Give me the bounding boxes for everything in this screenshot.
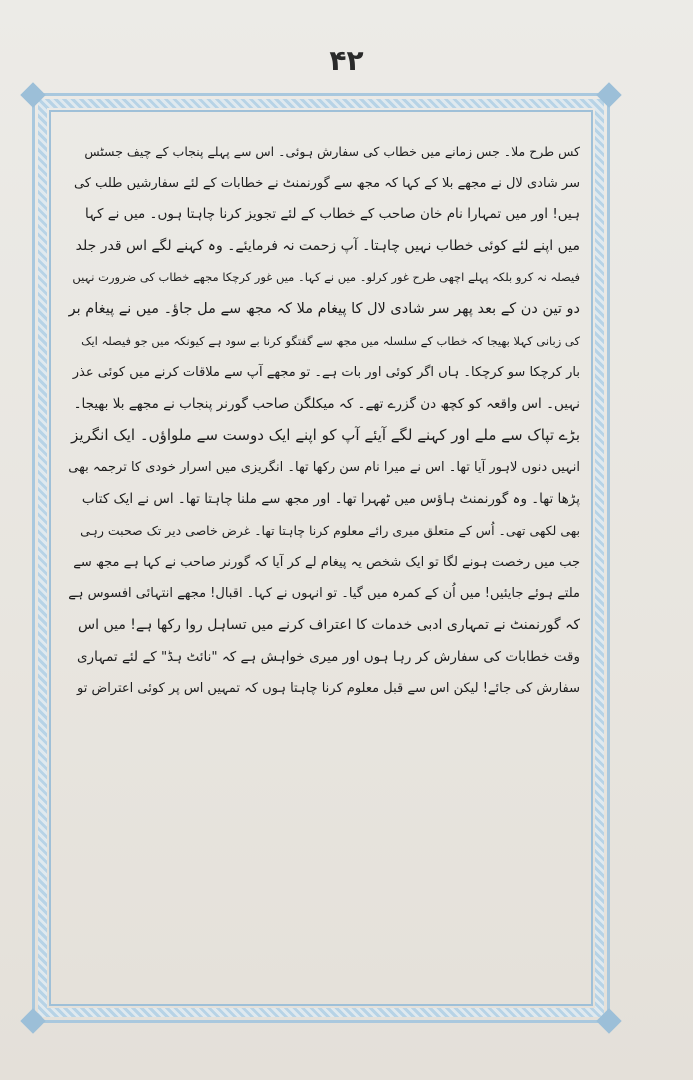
- text-line: میں اپنے لئے کوئی خطاب نہیں چاہتا۔ آپ زحمت نہ فرمایئے۔ وہ کہنے لگے اس قدر جلد: [75, 237, 580, 254]
- text-line: انہیں دنوں لاہور آیا تھا۔ اس نے میرا نام سن رکھا تھا۔ انگریزی میں اسرار خودی کا ترجمہ بھی: [68, 459, 580, 475]
- text-line: سفارش کی جائے! لیکن اس سے قبل معلوم کرنا چاہتا ہوں کہ تمہیں اس پر کوئی اعتراض تو: [77, 681, 580, 697]
- text-line: پڑھا تھا۔ وہ گورنمنٹ ہاؤس میں ٹھہرا تھا۔ اور مجھ سے ملنا چاہتا تھا۔ اس نے ایک کتاب: [81, 490, 580, 507]
- text-line: بڑے تپاک سے ملے اور کہنے لگے آیئے آپ کو اپنے ایک دوست سے ملواؤں۔ ایک انگریز: [71, 426, 580, 445]
- text-line: کہ گورنمنٹ نے تمہاری ادبی خدمات کا اعتراف کرنے میں تساہل روا رکھا ہے! میں اس: [78, 616, 580, 633]
- text-line: وقت خطابات کی سفارش کر رہا ہوں اور میری خواہش ہے کہ "نائٹ ہڈ" کے لئے تمہاری: [76, 648, 580, 665]
- text-line: دو تین دن کے بعد پھر سر شادی لال کا پیغام ملا کہ مجھ سے مل جاؤ۔ میں نے پیغام بر: [68, 300, 580, 317]
- text-line: بار کرچکا سو کرچکا۔ ہاں اگر کوئی اور بات ہے۔ تو مجھے آپ سے ملاقات کرنے میں کوئی عذر: [72, 365, 580, 381]
- text-line: فیصلہ نہ کرو بلکہ پہلے اچھی طرح غور کرلو۔ میں نے کہا۔ میں غور کرچکا مجھے خطاب کی ضرورت نہیں: [72, 270, 580, 285]
- text-line: بھی لکھی تھی۔ اُس کے متعلق میری رائے معلوم کرنا چاہتا تھا۔ غرض خاصی دیر تک صحبت رہی: [80, 523, 580, 539]
- text-line: سر شادی لال نے مجھے بلا کے کہا کہ مجھ سے گورنمنٹ نے خطابات کے لئے سفارشیں طلب کی: [73, 175, 580, 191]
- text-line: نہیں۔ اس واقعہ کو کچھ دن گزرے تھے۔ کہ میکلگن صاحب گورنر پنجاب نے مجھے بلا بھیجا۔: [73, 395, 580, 412]
- text-line: کس طرح ملا۔ جس زمانے میں خطاب کی سفارش ہوئی۔ اس سے پہلے پنجاب کے چیف جسٹس: [84, 144, 580, 159]
- page-number: ۴۲: [329, 44, 364, 77]
- text-line: ہیں! اور میں تمہارا نام خان صاحب کے خطاب کے لئے تجویز کرنا چاہتا ہوں۔ میں نے کہا: [84, 206, 580, 223]
- text-line: جب میں رخصت ہونے لگا تو ایک شخص یہ پیغام لے کر آیا کہ گورنر صاحب نے کہا ہے مجھ سے: [73, 554, 580, 570]
- text-line: ملتے ہوئے جایئیں! میں اُن کے کمرہ میں گیا۔ تو انہوں نے کہا۔ اقبال! مجھے انتہائی افسوس ہے: [68, 586, 580, 602]
- body-text: [68, 136, 580, 705]
- text-line: کی زبانی کہلا بھیجا کہ خطاب کے سلسلہ میں مجھ سے گفتگو کرنا بے سود ہے کیونکہ میں جو فیصلہ ایک: [81, 333, 580, 348]
